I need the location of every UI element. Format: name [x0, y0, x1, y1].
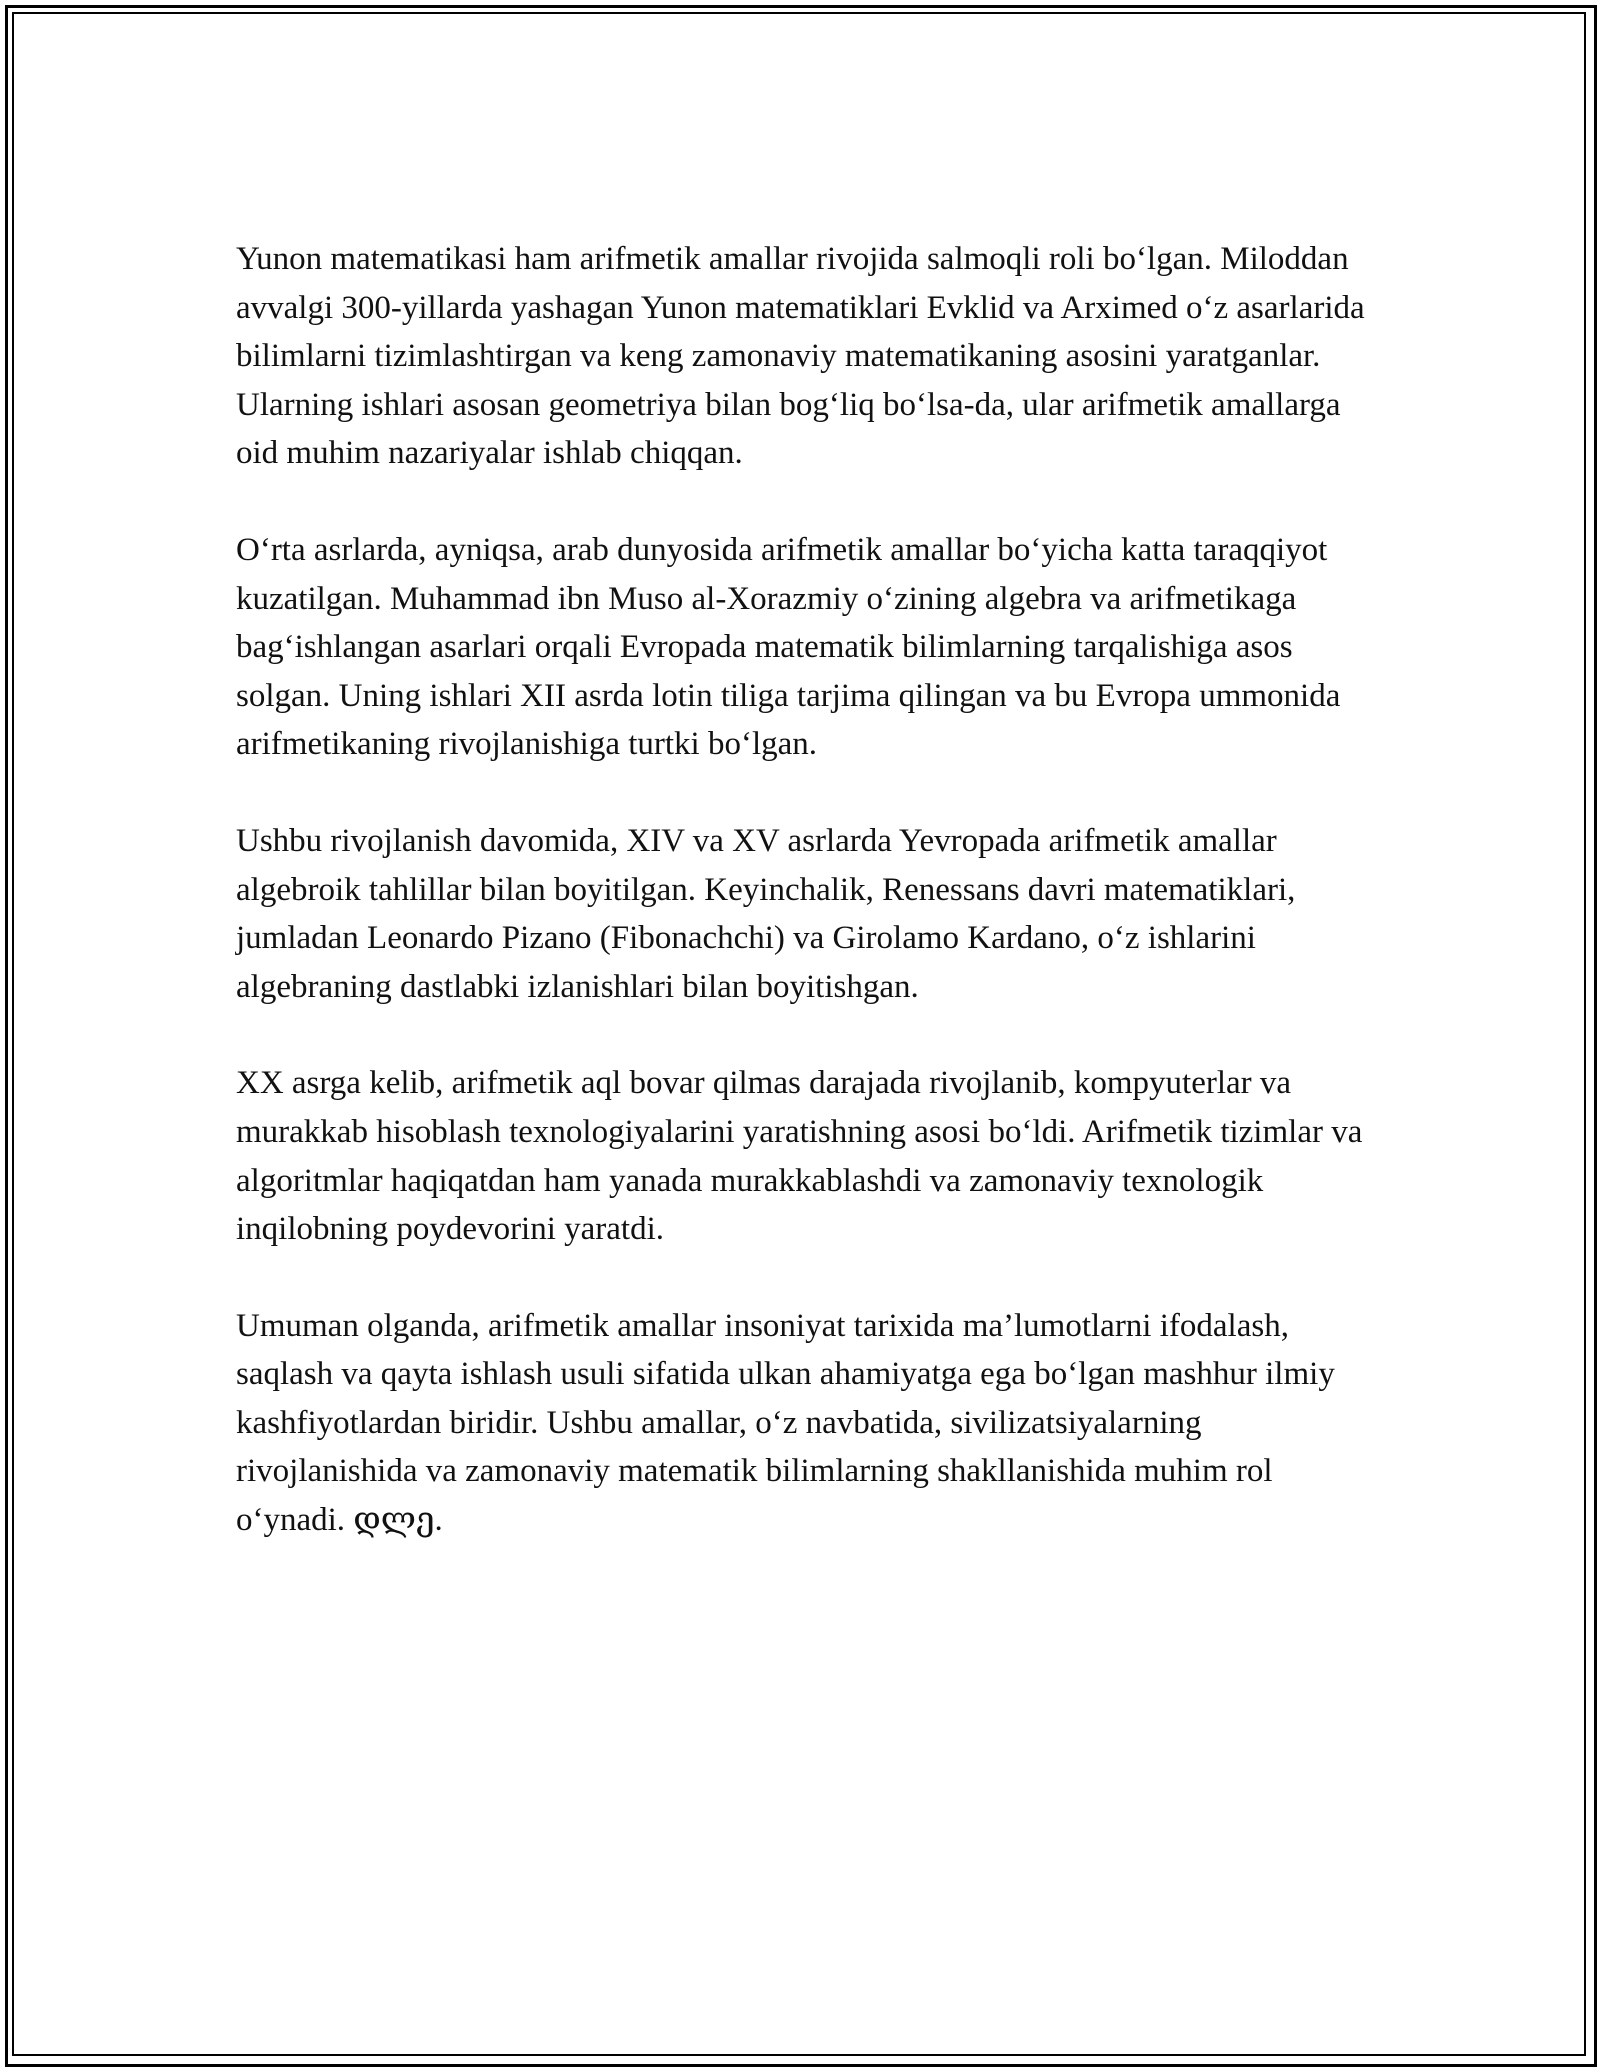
paragraph-twentieth-century: XX asrga kelib, arifmetik aql bovar qilmas darajada rivojlanib, kompyuterlar va murakkab hisoblash texnologiyalarini yaratishning asosi bo‘ldi. Arifmetik tizimlar va algoritmlar haqiqatdan ham yanada murakkablashdi va zamonaviy texnologik inqilobning poydevorini yaratdi.: [236, 1065, 1363, 1248]
paragraph-middle-ages: O‘rta asrlarda, ayniqsa, arab dunyosida arifmetik amallar bo‘yicha katta taraqqiyot kuzatilgan. Muhammad ibn Muso al-Xorazmiy o‘zining algebra va arifmetikaga bag‘ishlangan asarlari orqali Evropada matematik bilimlarning tarqalishiga asos solgan. Uning ishlari XII asrda lotin tiliga tarjima qilingan va bu Evropa ummonida arifmetikaning rivojlanishiga turtki bo‘lgan.: [236, 531, 1341, 763]
paragraph-conclusion: Umuman olganda, arifmetik amallar insoniyat tarixida ma’lumotlarni ifodalash, saqlash va qayta ishlash usuli sifatida ulkan ahamiyatga ega bo‘lgan mashhur ilmiy kashfiyotlardan biridir. Ushbu amallar, o‘z navbatida, sivilizatsiyalarning rivojlanishida va zamonaviy matematik bilimlarning shakllanishida muhim rol o‘ynadi. დლე.: [236, 1307, 1335, 1539]
paragraph-renaissance: Ushbu rivojlanish davomida, XIV va XV asrlarda Yevropada arifmetik amallar algebroik tahlillar bilan boyitilgan. Keyinchalik, Renessans davri matematiklari, jumladan Leonardo Pizano (Fibonachchi) va Girolamo Kardano, o‘z ishlarini algebraning dastlabki izlanishlari bilan boyitishgan.: [236, 822, 1296, 1005]
paragraph-greek-mathematics: Yunon matematikasi ham arifmetik amallar rivojida salmoqli roli bo‘lgan. Miloddan avvalgi 300-yillarda yashagan Yunon matematiklari Evklid va Arximed o‘z asarlarida bilimlarni tizimlashtirgan va keng zamonaviy matematikaning asosini yaratganlar. Ularning ishlari asosan geometriya bilan bog‘liq bo‘lsa-da, ular arifmetik amallarga oid muhim nazariyalar ishlab chiqqan.: [236, 241, 1365, 472]
document-body: [236, 235, 1376, 1593]
